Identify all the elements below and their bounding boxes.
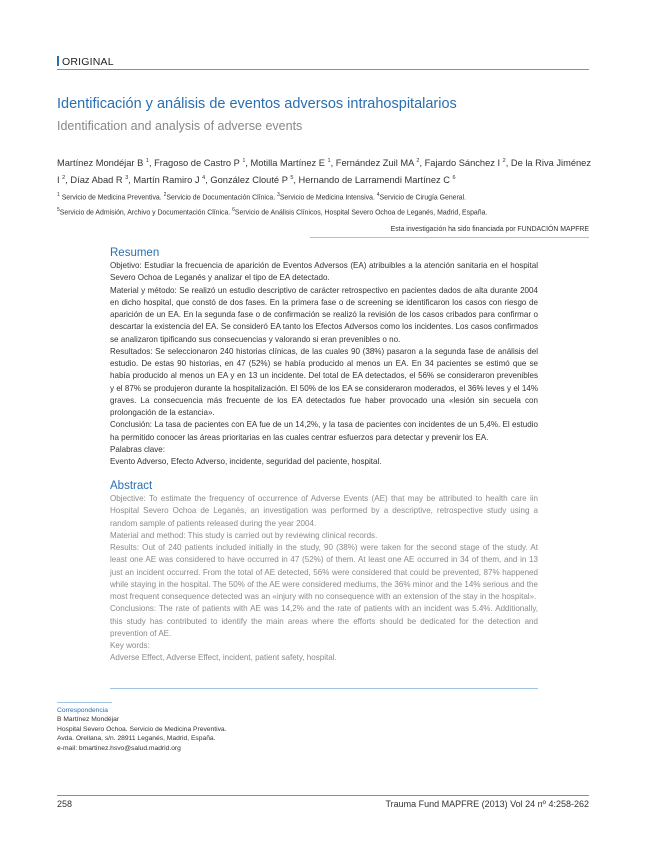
affiliation-text: Servicio de Cirugía General. [379,194,467,202]
affiliation-text: Servicio de Documentación Clínica. [166,194,278,202]
affiliation-line-2 [57,204,597,219]
resumen-heading: Resumen [110,247,160,259]
affiliation-text: Servicio de Medicina Intensiva. [279,194,377,202]
author-separator: , [205,175,211,186]
funding-note [391,226,589,233]
affiliation-mark: 5 [57,207,60,214]
author-affiliation-mark: 2 [416,158,420,164]
title-english: Identification and analysis of adverse events [57,119,303,133]
author-name: Hernando de Larramendi Martínez C [298,175,453,186]
author-separator: , [419,158,425,169]
author-name: Fernández Zuil MA [335,158,417,169]
correspondence-line: B Martínez Mondéjar [57,716,120,724]
author-separator: , [293,175,299,186]
author-affiliation-mark: 1 [242,158,246,164]
section-bar [57,56,59,66]
funding-rule [310,237,589,238]
author-affiliation-mark: 3 [125,175,129,182]
abstract-rule [110,688,538,689]
correspondence-rule [57,702,112,703]
affiliation-mark: 6 [232,207,235,214]
abstract-keywords: Adverse Effect, Adverse Effect, incident, patient safety, hospital. [110,653,337,663]
author-name: Motilla Martínez E [250,158,328,169]
author-separator: , [245,158,251,169]
author-name: González Clouté P [210,175,291,186]
affiliation-mark: 3 [277,192,280,198]
section-text: ORIGINAL [62,56,114,68]
footer-rule [57,795,589,796]
author-name: Martín Ramiro J [133,175,203,186]
affiliation-text: Servicio de Admisión, Archivo y Documentación Clínica. [59,209,233,217]
affiliation-text: Servicio de Análisis Clínicos, Hospital Severo Ochoa de Leganés, Madrid, España. [234,209,488,217]
author-separator: , [65,175,71,186]
affiliation-mark: 4 [376,192,380,198]
author-affiliation-mark: 2 [502,158,506,164]
author-affiliation-mark: 5 [290,175,294,182]
author-affiliation-mark: 4 [202,175,206,182]
author-affiliation-mark: 2 [62,175,66,182]
funding-org: FUNDACIÓN MAPFRE [517,226,589,233]
author-name: Martínez Mondéjar B [57,158,146,169]
section-label [57,56,114,68]
funding-text: Esta investigación ha sido financiada por [390,226,518,233]
author-affiliation-mark: 6 [452,175,456,182]
title-spanish: Identificación y análisis de eventos adversos intrahospitalarios [57,96,457,112]
correspondence-line: Hospital Severo Ochoa. Servicio de Medicina Preventiva. [57,725,227,733]
header-rule [57,69,589,70]
affiliation-mark: 2 [163,192,167,198]
affiliation-line-1 [57,189,597,204]
resumen-conclusion: Conclusión: La tasa de pacientes con EA fue de un 14,2%, y la tasa de pacientes con incidentes de un 5,4%. El estudio ha permitido conocer las áreas prioritarias en las cuales centrar esfuerzos para detectar y prevenir los EA. [110,420,538,442]
abstract-objective: Objective: To estimate the frequency of occurrence of Adverse Events (AE) that may be attributed to health care iin Hospital Severo Ochoa de Leganés, an investigation was performed by a descriptive, retrospective study using a random sample of patients released during the year 2004. [110,494,538,528]
author-name: Fajardo Sánchez I [424,158,503,169]
journal-citation: Trauma Fund MAPFRE (2013) Vol 24 nº 4:258-262 [385,799,589,809]
author-affiliation-mark: 1 [145,158,149,164]
resumen-objetivo: Objetivo: Estudiar la frecuencia de aparición de Eventos Adversos (EA) atribuibles a la atención sanitaria en el hospital Severo Ochoa de Leganés y analizar el tipo de EA detectado. [110,261,538,283]
abstract-heading: Abstract [110,480,153,492]
author-affiliation-mark: 1 [327,158,331,164]
author-list [57,154,592,188]
correspondence-email: e-mail: bmartinez.hsvo@salud.madrid.org [57,744,181,752]
author-name: Díaz Abad R [70,175,126,186]
resumen-keywords-label: Palabras clave: [110,444,166,454]
abstract-keywords-label: Key words: [110,641,150,650]
abstract-section [110,480,538,665]
author-name: Fragoso de Castro P [154,158,243,169]
resumen-metodo: Material y método: Se realizó un estudio descriptivo de carácter retrospectivo en pacientes dados de alta durante 2004 en dicho hospital, que constó de dos fases. En la primera fase o de screening se identificaron los casos con riesgo de aparición de un EA. En la segunda fase o de confirmación se realizó la revisión de los casos cribados para confirmar o descartar la existencia del EA. Se consideró EA tanto los Efectos Adversos como los incidentes. Los casos confirmados se analizaron tipificando sus consecuencias y valorando si eran prevenibles o no. [110,285,538,344]
affiliation-mark: 1 [57,192,60,198]
page-number: 258 [57,799,73,809]
author-separator: , [128,175,134,186]
affiliations [57,189,597,220]
abstract-method: Material and method: This study is carried out by reviewing clinical records. [110,530,378,540]
correspondence [57,706,227,753]
author-separator: , [330,158,336,169]
resumen-keywords: Evento Adverso, Efecto Adverso, incidente, seguridad del paciente, hospital. [110,457,382,466]
abstract-results: Results: Out of 240 patients included initially in the study, 90 (38%) were taken for the second stage of the study. At least one AE was considered to have occurred in 47 (52%) of them. At least one AE occurred in 34 of them, and in 13 just an incident occurred. From the total of AE detected, 56% were considered that could be prevented, 87% happened while staying in the hospital. The 50% of the AE were considered mediums, the 36% minor and the 14% serious and the most frequent consequence detected was an «injury with no consequence with an extension of the stay in the hospital». [110,543,538,601]
author-separator: , [148,158,155,169]
author-name: De la Riva Jiménez I [57,158,591,186]
author-separator: , [505,158,511,169]
abstract-conclusions: Conclusions: The rate of patients with AE was 14,2% and the rate of patients with an incident was 5.4%. Additionally, this study has contributed to identify the main areas where the efforts should be dedicated for the detection and prevention of AE. [110,604,538,638]
correspondence-line: Avda. Orellana, s/n. 28911 Leganés, Madrid, España. [57,735,216,743]
resumen-resultados: Resultados: Se seleccionaron 240 historias clínicas, de las cuales 90 (38%) pasaron a la segunda fase de análisis del estudio. De estas 90 historias, en 47 (52%) se había producido al menos un EA. En 34 pacientes se estimó que se había producido al menos un EA y en 13 un incidente. Del total de EA detectados, el 56% se consideraron prevenibles y el 87% se produjeron durante la hospitalización. El 50% de los EA se consideraron moderados, el 36% leves y el 14% graves. La consecuencia más frecuente de los EA detectados fue haber provocado una «lesión sin secuela con prolongación de la estancia». [110,346,538,417]
affiliation-text: Servicio de Medicina Preventiva. [59,194,164,202]
resumen-section [110,247,538,468]
correspondence-heading: Correspondencia [57,707,108,714]
